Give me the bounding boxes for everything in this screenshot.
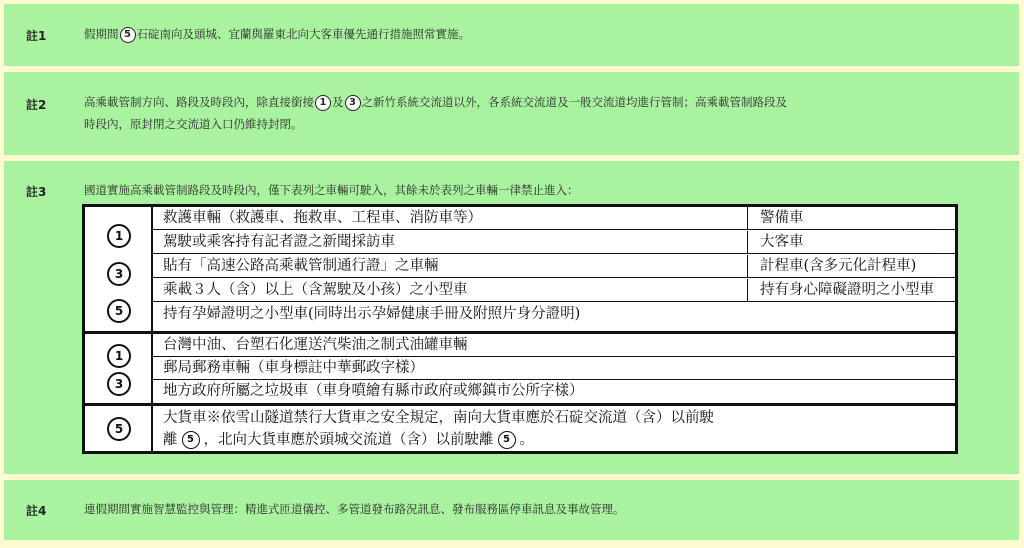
note-label: 註3 [26, 185, 47, 199]
allowed-vehicles-table [82, 204, 958, 454]
route-5-icon: 5 [120, 27, 136, 43]
note-text-part: 之新竹系統交流道以外，各系統交流道及一般交流道均進行管制；高乘載管制路段及 [361, 95, 787, 109]
note-text: 連假期間實施智慧監控與管理：精進式匝道儀控、多管道發布路況訊息、發布服務區停車訊息及事故管理。 [84, 502, 625, 516]
route-icons-column [85, 406, 153, 451]
route-icons-column [85, 334, 153, 403]
route-3-icon: 3 [107, 372, 131, 396]
table-cell-line: 大貨車※依雪山隧道禁行大貨車之安全規定，南向大貨車應於石碇交流道（含）以前駛 [163, 410, 714, 426]
table-cell: 持有身心障礙證明之小型車 [747, 279, 955, 302]
table-group-3 [85, 406, 955, 451]
route-icons-column [85, 207, 153, 331]
note-text-part: 高乘載管制方向、路段及時段內，除直接銜接 [84, 95, 314, 109]
table-row [151, 231, 955, 254]
note-label: 註2 [26, 98, 47, 112]
route-5-icon: 5 [107, 417, 131, 441]
table-row [151, 303, 955, 326]
text-part: ，北向大貨車應於頭城交流道（含）以前駛離 [203, 432, 494, 448]
route-3-icon: 3 [107, 262, 131, 286]
text-part: 。 [519, 432, 534, 448]
route-1-icon: 1 [107, 224, 131, 248]
note-text [84, 23, 979, 45]
note-label: 註4 [26, 504, 47, 518]
route-5-icon: 5 [498, 431, 516, 449]
table-row [151, 279, 955, 302]
table-group-1 [85, 207, 955, 334]
note-1 [4, 4, 1019, 66]
note-label: 註1 [26, 29, 47, 43]
table-cell: 乘載３人（含）以上（含駕駛及小孩）之小型車 [163, 282, 468, 298]
table-cell: 台灣中油、台塑石化運送汽柴油之制式油罐車輛 [163, 337, 468, 353]
note-4 [4, 480, 1019, 540]
table-cell: 郵局郵務車輛（車身標註中華郵政字樣） [163, 360, 424, 376]
table-cell-line [163, 429, 714, 451]
table-cell: 大客車 [747, 231, 955, 254]
table-cell: 持有孕婦證明之小型車(同時出示孕婦健康手冊及附照片身分證明) [163, 306, 581, 322]
table-cell: 救護車輛（救護車、拖救車、工程車、消防車等） [163, 210, 482, 226]
table-cell [163, 407, 714, 451]
text-part: 離 [163, 432, 178, 448]
table-cell: 計程車(含多元化計程車) [747, 255, 955, 278]
table-row [151, 207, 955, 230]
table-row [151, 334, 955, 357]
route-1-icon: 1 [315, 95, 331, 111]
note-text: 國道實施高乘載管制路段及時段內，僅下表列之車輛可駛入，其餘未於表列之車輛一律禁止進入： [84, 183, 579, 197]
note-text-part: 及 [332, 95, 344, 109]
table-cell: 警備車 [747, 207, 955, 230]
table-group-2 [85, 334, 955, 406]
table-row [151, 380, 955, 403]
note-2 [4, 72, 1019, 155]
route-5-icon: 5 [107, 299, 131, 323]
note-text-line: 時段內，原封閉之交流道入口仍維持封閉。 [84, 117, 303, 131]
route-3-icon: 3 [345, 95, 361, 111]
note-text [84, 91, 979, 135]
note-text-part: 石碇南向及頭城、宜蘭與羅東北向大客車優先通行措施照常實施。 [136, 27, 470, 41]
table-row [151, 255, 955, 278]
table-cell: 地方政府所屬之垃圾車（車身噴繪有縣市政府或鄉鎮市公所字樣） [163, 383, 584, 399]
table-cell: 貼有「高速公路高乘載管制通行證」之車輛 [163, 258, 439, 274]
route-1-icon: 1 [107, 344, 131, 368]
table-cell: 駕駛或乘客持有記者證之新聞採訪車 [163, 234, 395, 250]
table-row [151, 357, 955, 380]
route-5-icon: 5 [182, 431, 200, 449]
note-text-part: 假期間 [84, 27, 119, 41]
